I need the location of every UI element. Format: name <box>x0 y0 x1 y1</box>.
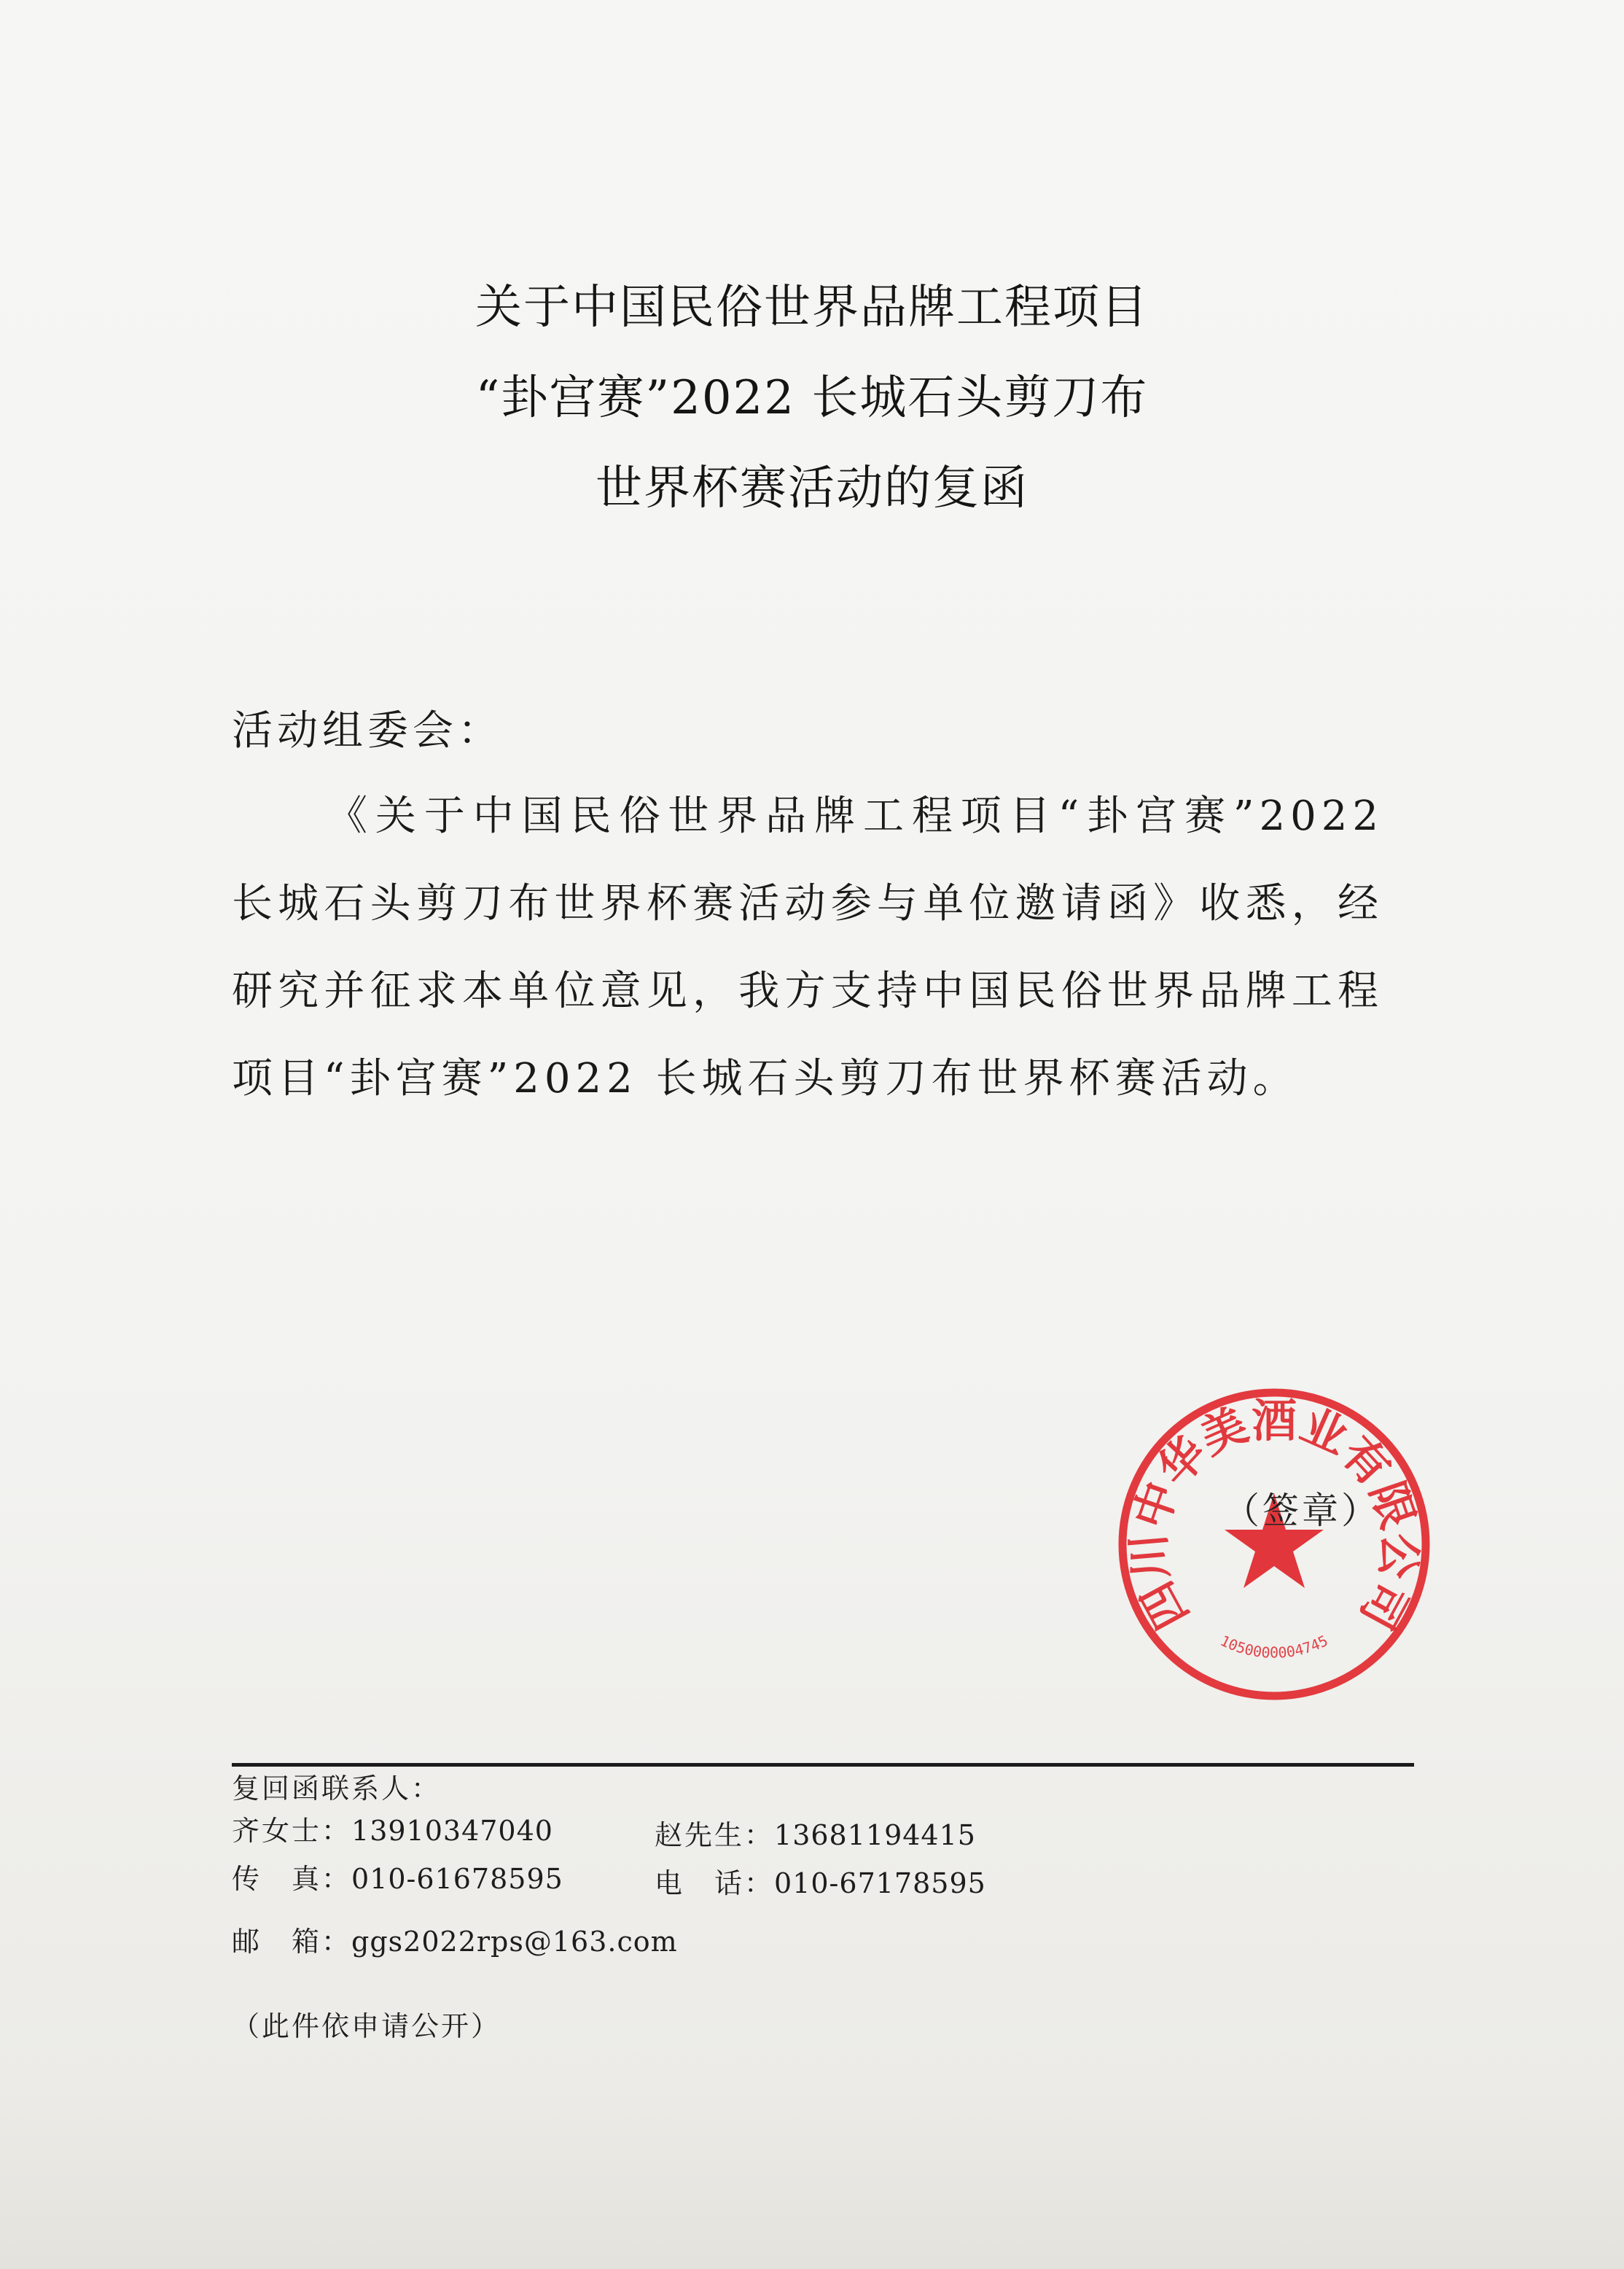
document-title <box>0 262 1624 534</box>
person2-label: 赵先生： <box>655 1819 775 1851</box>
disclosure-note: （此件依申请公开） <box>232 2010 501 2042</box>
seal-text: 四川中华美酒业有限公司 <box>1121 1393 1427 1638</box>
salutation: 活动组委会： <box>232 707 503 755</box>
person1-phone: 13910347040 <box>351 1815 553 1847</box>
title-line-3: 世界杯赛活动的复函 <box>596 462 1028 515</box>
signature-label: （签章） <box>1223 1490 1381 1532</box>
contact-fax <box>232 1856 563 1896</box>
tel-label: 电 话： <box>655 1867 775 1899</box>
email-value: ggs2022rps@163.com <box>351 1926 678 1958</box>
contact-person-1 <box>232 1808 553 1848</box>
seal-number: 1050000004745 <box>1217 1631 1331 1662</box>
fax-value: 010-61678595 <box>351 1863 563 1895</box>
person1-label: 齐女士： <box>232 1815 352 1847</box>
contact-header: 复回函联系人： <box>232 1772 442 1805</box>
contact-tel <box>655 1861 986 1901</box>
title-line-1: 关于中国民俗世界品牌工程项目 <box>475 281 1149 335</box>
tel-value: 010-67178595 <box>774 1867 986 1899</box>
body-paragraph: 《关于中国民俗世界品牌工程项目“卦宫赛”2022 长城石头剪刀布世界杯赛活动参与单位邀请函》收悉，经研究并征求本单位意见，我方支持中国民俗世界品牌工程项目“卦宫赛”2022 长城石头剪刀布世界杯赛活动。 <box>232 793 1383 1102</box>
title-line-2: “卦宫赛”2022 长城石头剪刀布 <box>475 371 1149 425</box>
person2-phone: 13681194415 <box>774 1819 976 1851</box>
fax-label: 传 真： <box>232 1863 352 1895</box>
contact-person-2 <box>655 1813 976 1853</box>
email-label: 邮 箱： <box>232 1926 352 1958</box>
company-seal <box>1114 1384 1434 1705</box>
contact-email <box>232 1919 678 1959</box>
seal-stamp-icon <box>1114 1384 1434 1705</box>
